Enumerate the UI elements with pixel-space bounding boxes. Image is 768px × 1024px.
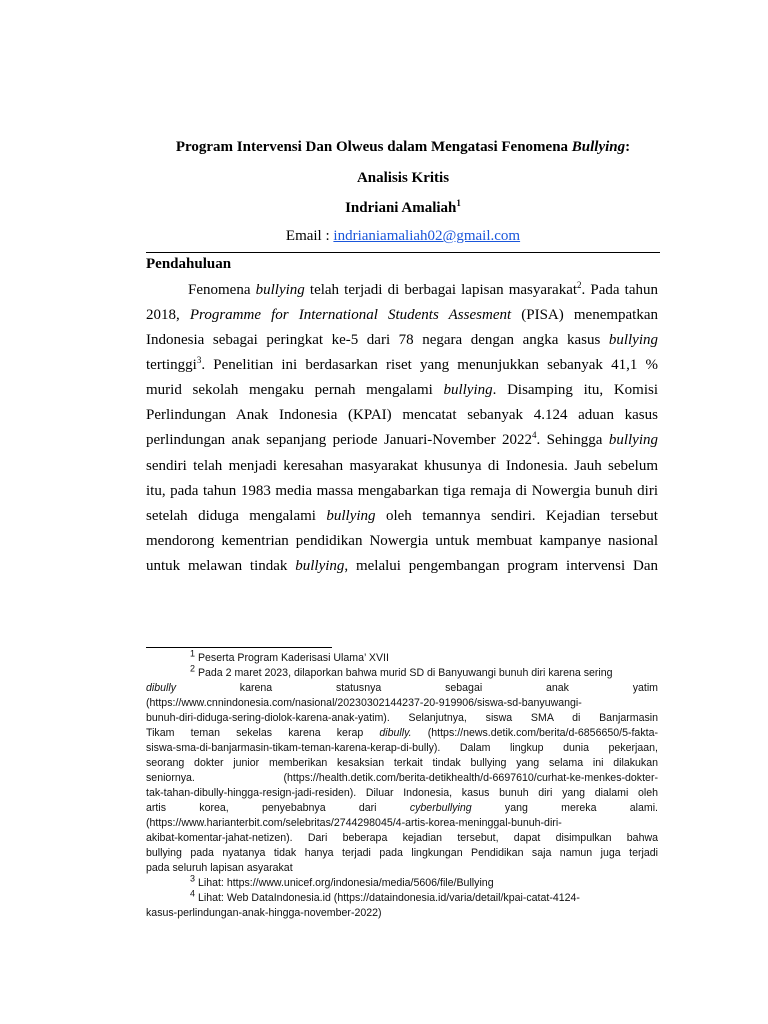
author-line [146, 200, 660, 217]
footnote-4: $^4$ Lihat: Web DataIndonesia.id (https://dataindonesia.id/varia/detail/kpai-catat-4124- [190, 888, 580, 904]
footnote-2-line: (https://www.harianterbit.com/selebritas/2744298045/4-artis-korea-meninggal-bunuh-diri- [146, 817, 562, 829]
footnote-4-line: kasus-perlindungan-anak-hingga-november-2022) [146, 907, 382, 919]
footnote-2-line: akibat-komentar-jahat-netizen). Dari beberapa kejadian tersebut, dapat disimpulkan bahwa [146, 832, 658, 844]
heading-rule [146, 252, 660, 253]
footnote-ref-3[interactable]: 3 [196, 355, 202, 365]
footnote-1: $^1$ Peserta Program Kaderisasi Ulama’ XVII [190, 648, 389, 664]
email-line [146, 228, 660, 245]
footnote-3: $^3$ Lihat: https://www.unicef.org/indonesia/media/5606/file/Bullying [190, 873, 494, 889]
email-link[interactable]: indrianiamaliah02@gmail.com [333, 228, 521, 244]
body-line: 2018, Programme for International Students Assesment (PISA) menempatkan [146, 307, 658, 323]
body-line: Fenomena bullying telah terjadi di berbagai lapisan masyarakat$^2$. Pada tahun [188, 280, 659, 298]
body-line: setelah diduga mengalami bullying oleh temannya sendiri. Kejadian tersebut [146, 508, 658, 524]
footnote-2-line: seniornya. (https://health.detik.com/berita-detikhealth/d-6697610/curhat-ke-menkes-dokter- [146, 772, 658, 784]
body-line: tertinggi$^3$. Penelitian ini berdasarkan riset yang menunjukkan sebanyak 41,1 % [146, 355, 658, 373]
paper-title-line-1 [146, 139, 660, 156]
footnote-ref-4[interactable]: 4 [531, 430, 537, 440]
body-line: perlindungan anak sepanjang periode Januari-November 2022$^4$. Sehingga bullying [146, 430, 659, 448]
title-colon: : [625, 139, 631, 155]
body-line: itu, pada tahun 1983 media massa mengabarkan tiga remaja di Nowergia bunuh diri [146, 483, 658, 499]
footnote-2-line: bunuh-diri-diduga-sering-diolok-karena-anak-yatim). Selanjutnya, siswa SMA di Banjarmasin [146, 712, 658, 724]
footnote-2-line: dibully karena statusnya sebagai anak yatim [146, 682, 658, 694]
section-heading: Pendahuluan [146, 256, 232, 272]
footnote-2-line: bullying pada nyatanya tidak hanya terjadi pada lingkungan Pendidikan saja namun juga terjadi [146, 847, 658, 859]
footnote-2-line: siswa-sma-di-banjarmasin-tikam-teman-karena-kerap-di-bully). Dalam lingkup dunia pekerjaan, [146, 742, 658, 754]
footnote-2-line: (https://www.cnnindonesia.com/nasional/20230302144237-20-919906/siswa-sd-banyuwangi- [146, 697, 582, 709]
author-footnote-mark[interactable]: 1 [456, 198, 461, 208]
body-line: sendiri telah menjadi keresahan masyarakat khusunya di Indonesia. Jauh sebelum [146, 458, 658, 474]
footnote-ref-2[interactable]: 2 [577, 280, 582, 290]
footnote-2-line: Tikam teman sekelas karena kerap dibully. (https://news.detik.com/berita/d-6856650/5-fakta- [146, 727, 658, 739]
footnote-2-line: seorang dokter junior memberikan kesaksian terkait tindak bullying yang selama ini dilakukan [146, 757, 658, 769]
footnote-2: $^2$ Pada 2 maret 2023, dilaporkan bahwa murid SD di Banyuwangi bunuh diri karena sering [190, 663, 613, 679]
body-line: Perlindungan Anak Indonesia (KPAI) mencatat sebanyak 4.124 aduan kasus [146, 407, 658, 423]
title-text: Program Intervensi Dan Olweus dalam Mengatasi Fenomena [175, 139, 572, 155]
body-line: murid sekolah mengaku pernah mengalami bullying. Disamping itu, Komisi [146, 382, 658, 398]
title-italic-term: Bullying [571, 139, 626, 155]
footnote-2-line: artis korea, penyebabnya dari cyberbullying yang mereka alami. [146, 802, 659, 814]
footnote-2-line: pada seluruh lapisan asyarakat [146, 862, 293, 874]
email-label: Email : [285, 228, 334, 244]
author-name: Indriani Amaliah [345, 200, 457, 216]
paper-title-line-2: Analisis Kritis [356, 170, 450, 186]
body-line: mendorong kementrian pendidikan Nowergia untuk membuat kampanye nasional [146, 533, 658, 549]
body-line: Indonesia sebagai peringkat ke-5 dari 78 negara dengan angka kasus bullying [146, 332, 658, 348]
body-line: untuk melawan tindak bullying, melalui pengembangan program intervensi Dan [146, 558, 658, 574]
footnote-separator [146, 647, 332, 648]
footnote-2-line: tak-tahan-dibully-hingga-resign-jadi-residen). Diluar Indonesia, kasus bunuh diri yang dialami oleh [146, 787, 658, 799]
